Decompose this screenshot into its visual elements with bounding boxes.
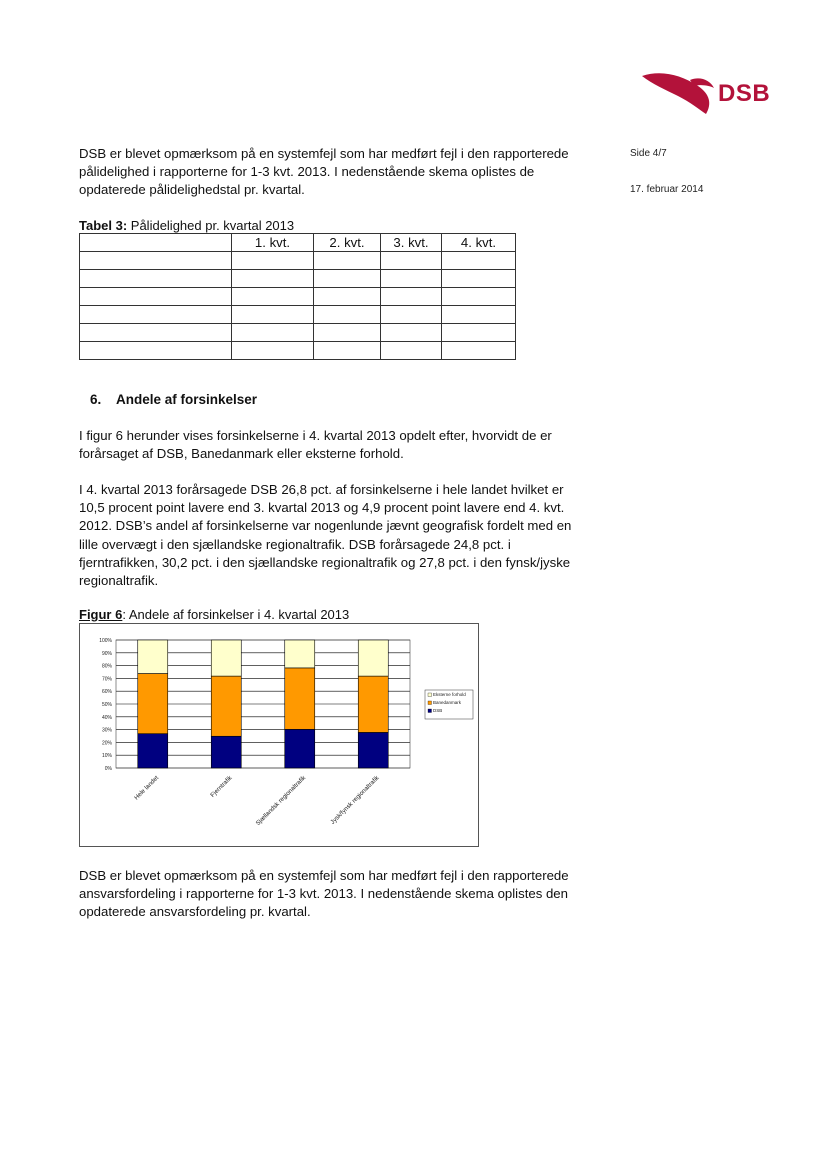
y-tick-label: 70% xyxy=(101,676,112,683)
closing-paragraph xyxy=(79,867,599,922)
table-cell xyxy=(381,270,442,288)
table-cell xyxy=(232,324,314,342)
table-cell xyxy=(232,252,314,270)
y-tick-label: 80% xyxy=(101,663,112,670)
table-cell xyxy=(442,288,516,306)
table-cell xyxy=(314,252,381,270)
x-tick-label: Jysk/fynsk regionaltrafik xyxy=(329,774,381,826)
y-tick-label: 90% xyxy=(101,650,112,657)
chart-svg xyxy=(80,624,478,846)
text-line: DSB er blevet opmærksom på en systemfejl som har medført fejl i den rapporterede xyxy=(79,146,569,161)
bar-segment-eksterne-forhold xyxy=(285,640,315,668)
bar-segment-banedanmark xyxy=(358,676,388,732)
text-line: opdaterede pålidelighedstal pr. kvartal. xyxy=(79,182,305,198)
x-tick-label: Fjerntrafik xyxy=(209,774,234,799)
table-header-cell: 2. kvt. xyxy=(314,234,381,252)
table-row xyxy=(80,306,516,324)
bar-segment-dsb xyxy=(138,734,168,768)
table-cell xyxy=(232,270,314,288)
caption-text: : Andele af forsinkelser i 4. kvartal 2013 xyxy=(122,607,350,622)
y-tick-label: 60% xyxy=(101,689,112,696)
table-cell xyxy=(232,342,314,360)
caption-label: Tabel 3: xyxy=(79,218,128,233)
legend-swatch xyxy=(428,693,432,697)
table-cell xyxy=(80,288,232,306)
y-tick-label: 40% xyxy=(101,714,112,721)
table-cell xyxy=(381,252,442,270)
bar-segment-dsb xyxy=(211,736,241,768)
y-tick-label: 20% xyxy=(101,740,112,747)
page-number: Side 4/7 xyxy=(630,148,667,159)
table-row xyxy=(80,342,516,360)
document-date: 17. februar 2014 xyxy=(630,184,704,195)
table-cell xyxy=(314,306,381,324)
bar-segment-banedanmark xyxy=(138,674,168,734)
caption-text: Pålidelighed pr. kvartal 2013 xyxy=(127,218,295,233)
table-cell xyxy=(80,306,232,324)
bar-segment-dsb xyxy=(285,729,315,768)
text-line: fjerntrafikken, 30,2 pct. i den sjællandske regionaltrafik og 27,8 pct. i den fynsk/jyske xyxy=(79,554,571,570)
table-header-cell: 3. kvt. xyxy=(381,234,442,252)
reliability-table xyxy=(79,233,516,360)
table-cell xyxy=(381,288,442,306)
table-header-cell: 1. kvt. xyxy=(232,234,314,252)
table-header-cell: 4. kvt. xyxy=(442,234,516,252)
y-tick-label: 50% xyxy=(101,702,112,708)
bar-segment-banedanmark xyxy=(285,668,315,729)
section-heading xyxy=(90,392,257,407)
table-cell xyxy=(442,324,516,342)
table-header-cell xyxy=(80,234,232,252)
legend-swatch xyxy=(428,709,432,713)
text-line: 10,5 procent point lavere end 3. kvartal 2013 og 4,9 procent point lavere end 4. kvt. xyxy=(79,500,565,516)
table-cell xyxy=(232,306,314,324)
table-cell xyxy=(442,306,516,324)
table-cell xyxy=(314,270,381,288)
bar-segment-eksterne-forhold xyxy=(358,640,388,676)
bar-segment-dsb xyxy=(358,732,388,768)
table-cell xyxy=(232,288,314,306)
table-cell xyxy=(442,270,516,288)
text-line: opdaterede ansvarsfordeling pr. kvartal. xyxy=(79,904,311,920)
section6-paragraph-2 xyxy=(79,481,599,590)
caption-label: Figur 6 xyxy=(79,607,123,622)
text-line: pålidelighed i rapporterne for 1-3 kvt. 2013. I nedenstående skema oplistes de xyxy=(79,164,535,180)
table-cell xyxy=(381,324,442,342)
table-row xyxy=(80,252,516,270)
table-cell xyxy=(381,306,442,324)
table-cell xyxy=(314,288,381,306)
delay-share-chart xyxy=(79,623,479,847)
table-cell xyxy=(442,342,516,360)
text-line: lille overvægt i den sjællandske regionaltrafik. DSB forårsagede 24,8 pct. i xyxy=(79,536,511,552)
text-line: forårsaget af DSB, Banedanmark eller eksterne forhold. xyxy=(79,446,404,462)
table-cell xyxy=(314,342,381,360)
figure6-caption xyxy=(79,607,349,622)
legend-label: Banedanmark xyxy=(433,700,462,705)
legend-label: DSB xyxy=(433,708,443,713)
table-cell xyxy=(80,324,232,342)
bar-segment-banedanmark xyxy=(211,676,241,736)
table-row xyxy=(80,324,516,342)
section6-paragraph-1 xyxy=(79,427,599,463)
section-number: 6. xyxy=(90,392,102,407)
text-line: I 4. kvartal 2013 forårsagede DSB 26,8 pct. af forsinkelserne i hele landet hvilket er xyxy=(79,482,564,497)
y-tick-label: 10% xyxy=(101,753,112,760)
table-row xyxy=(80,270,516,288)
table3-caption xyxy=(79,218,294,233)
legend-swatch xyxy=(428,701,432,705)
text-line: ansvarsfordeling i rapporterne for 1-3 kvt. 2013. I nedenstående skema oplistes den xyxy=(79,886,568,902)
section-title: Andele af forsinkelser xyxy=(116,392,258,407)
text-line: 2012. DSB’s andel af forsinkelserne var nogenlunde jævnt geografisk fordelt med en xyxy=(79,518,572,534)
logo-text: DSB xyxy=(718,80,771,107)
text-line: regionaltrafik. xyxy=(79,573,159,589)
table-cell xyxy=(80,342,232,360)
table-cell xyxy=(381,342,442,360)
legend-label: Eksterne forhold xyxy=(433,692,466,697)
table-cell xyxy=(442,252,516,270)
bar-segment-eksterne-forhold xyxy=(138,640,168,674)
table-header-row xyxy=(80,234,516,252)
table-cell xyxy=(80,270,232,288)
bar-segment-eksterne-forhold xyxy=(211,640,241,676)
table-cell xyxy=(80,252,232,270)
text-line: DSB er blevet opmærksom på en systemfejl som har medført fejl i den rapporterede xyxy=(79,868,569,883)
table-cell xyxy=(314,324,381,342)
y-tick-label: 0% xyxy=(104,766,112,772)
x-tick-label: Hele landet xyxy=(133,774,161,802)
table-row xyxy=(80,288,516,306)
y-tick-label: 100% xyxy=(99,638,112,644)
text-line: I figur 6 herunder vises forsinkelserne i 4. kvartal 2013 opdelt efter, hvorvidt de er xyxy=(79,428,552,443)
y-tick-label: 30% xyxy=(101,727,112,734)
intro-paragraph xyxy=(79,145,599,200)
x-tick-label: Sjællandsk regionaltrafik xyxy=(254,774,308,828)
